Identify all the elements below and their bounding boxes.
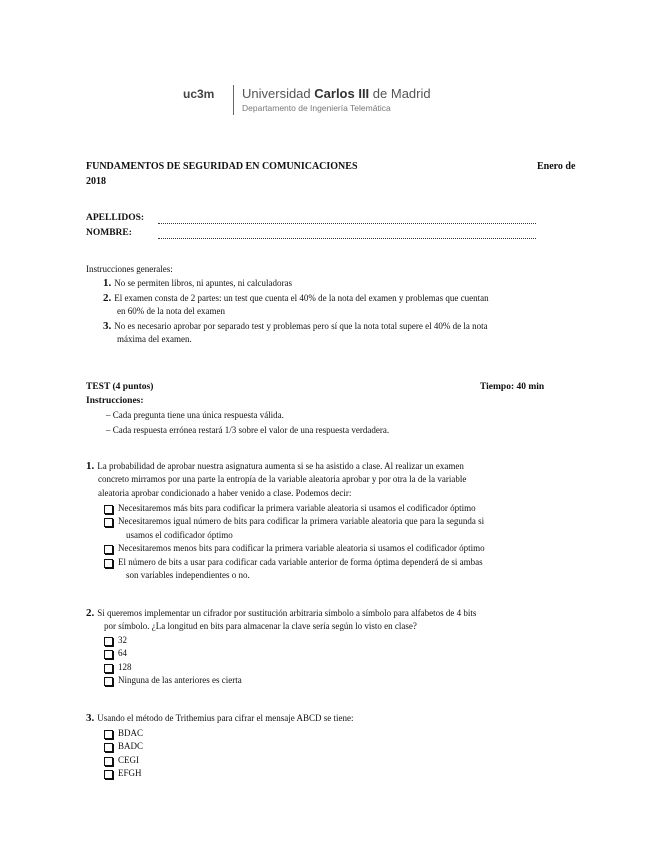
question-3-text: 3. Usando el método de Trithemius para cifrar el mensaje ABCD se tiene: [86, 712, 354, 724]
general-instruction-item: 2. El examen consta de 2 partes: un test que cuenta el 40% de la nota del examen y problemas que cuentan en 60% de la nota del examen [103, 292, 489, 316]
question-1-text: 1. La probabilidad de aprobar nuestra asignatura aumenta si se ha asistido a clase. Al realizar un examen concreto mirramos por una parte la entropía de la variable aleatoria aprobar y por otra la de la variable aleatoria aprobar condicionado a haber venido a clase. Podemos decir: [86, 460, 467, 498]
checkbox-icon[interactable] [104, 518, 113, 527]
general-instruction-item: 1. No se permiten libros, ni apuntes, ni calculadoras [103, 277, 292, 289]
checkbox-icon[interactable] [104, 545, 113, 554]
answer-option[interactable]: BADC [104, 740, 590, 753]
answer-option[interactable]: Ninguna de las anteriores es cierta [104, 674, 590, 687]
answer-option[interactable]: El número de bits a usar para codificar cada variable anterior de forma óptima dependerá de si ambas son variables independientes o no. [104, 556, 590, 583]
question-2-options [104, 634, 590, 688]
checkbox-icon[interactable] [104, 677, 113, 686]
apellidos-label: APELLIDOS: [86, 213, 145, 223]
checkbox-icon[interactable] [104, 664, 113, 673]
nombre-field[interactable] [158, 238, 536, 239]
answer-option[interactable]: BDAC [104, 727, 590, 740]
answer-option[interactable]: CEGI [104, 754, 590, 767]
test-instruction-item: – Cada respuesta errónea restará 1/3 sobre el valor de una respuesta verdadera. [106, 425, 390, 435]
test-time-limit: Tiempo: 40 min [480, 382, 545, 392]
test-instructions-title: Instrucciones: [86, 396, 144, 406]
general-instructions-title: Instrucciones generales: [86, 264, 173, 274]
apellidos-field[interactable] [158, 223, 536, 224]
university-logo [183, 84, 483, 118]
checkbox-icon[interactable] [104, 505, 113, 514]
exam-title: FUNDAMENTOS DE SEGURIDAD EN COMUNICACIONES [86, 161, 358, 172]
checkbox-icon[interactable] [104, 730, 113, 739]
answer-option[interactable]: 32 [104, 634, 590, 647]
answer-option[interactable]: EFGH [104, 767, 590, 780]
answer-option[interactable]: Necesitaremos más bits para codificar la primera variable aleatoria si usamos el codificador óptimo [104, 502, 590, 515]
nombre-label: NOMBRE: [86, 228, 132, 238]
checkbox-icon[interactable] [104, 770, 113, 779]
exam-year: 2018 [86, 176, 106, 187]
test-instruction-item: – Cada pregunta tiene una única respuesta válida. [106, 410, 284, 420]
checkbox-icon[interactable] [104, 743, 113, 752]
question-1-options [104, 502, 590, 582]
question-3-options [104, 727, 590, 781]
exam-month: Enero de [537, 161, 576, 172]
general-instruction-item: 3. No es necesario aprobar por separado test y problemas pero sí que la nota total supere el 40% de la nota máxima del examen. [103, 320, 488, 344]
checkbox-icon[interactable] [104, 650, 113, 659]
checkbox-icon[interactable] [104, 757, 113, 766]
answer-option[interactable]: Necesitaremos menos bits para codificar la primera variable aleatoria si usamos el codificador óptimo [104, 542, 590, 555]
answer-option[interactable]: 64 [104, 647, 590, 660]
question-2-text: 2. Si queremos implementar un cifrador por sustitución arbitraria símbolo a símbolo para alfabetos de 4 bits por símbolo. ¿La longitud en bits para almacenar la clave sería según lo visto en clase? [86, 607, 477, 632]
logo-divider [233, 85, 234, 115]
answer-option[interactable]: Necesitaremos igual número de bits para codificar la primera variable aleatoria que para la segunda si usamos el codificador óptimo [104, 515, 590, 542]
university-name: Universidad Carlos III de Madrid [242, 86, 431, 101]
checkbox-icon[interactable] [104, 559, 113, 568]
checkbox-icon[interactable] [104, 637, 113, 646]
department-name: Departamento de Ingeniería Telemática [242, 103, 391, 113]
answer-option[interactable]: 128 [104, 661, 590, 674]
uc3m-logo-text: uc3m [183, 87, 215, 101]
test-section-title: TEST (4 puntos) [86, 382, 154, 392]
